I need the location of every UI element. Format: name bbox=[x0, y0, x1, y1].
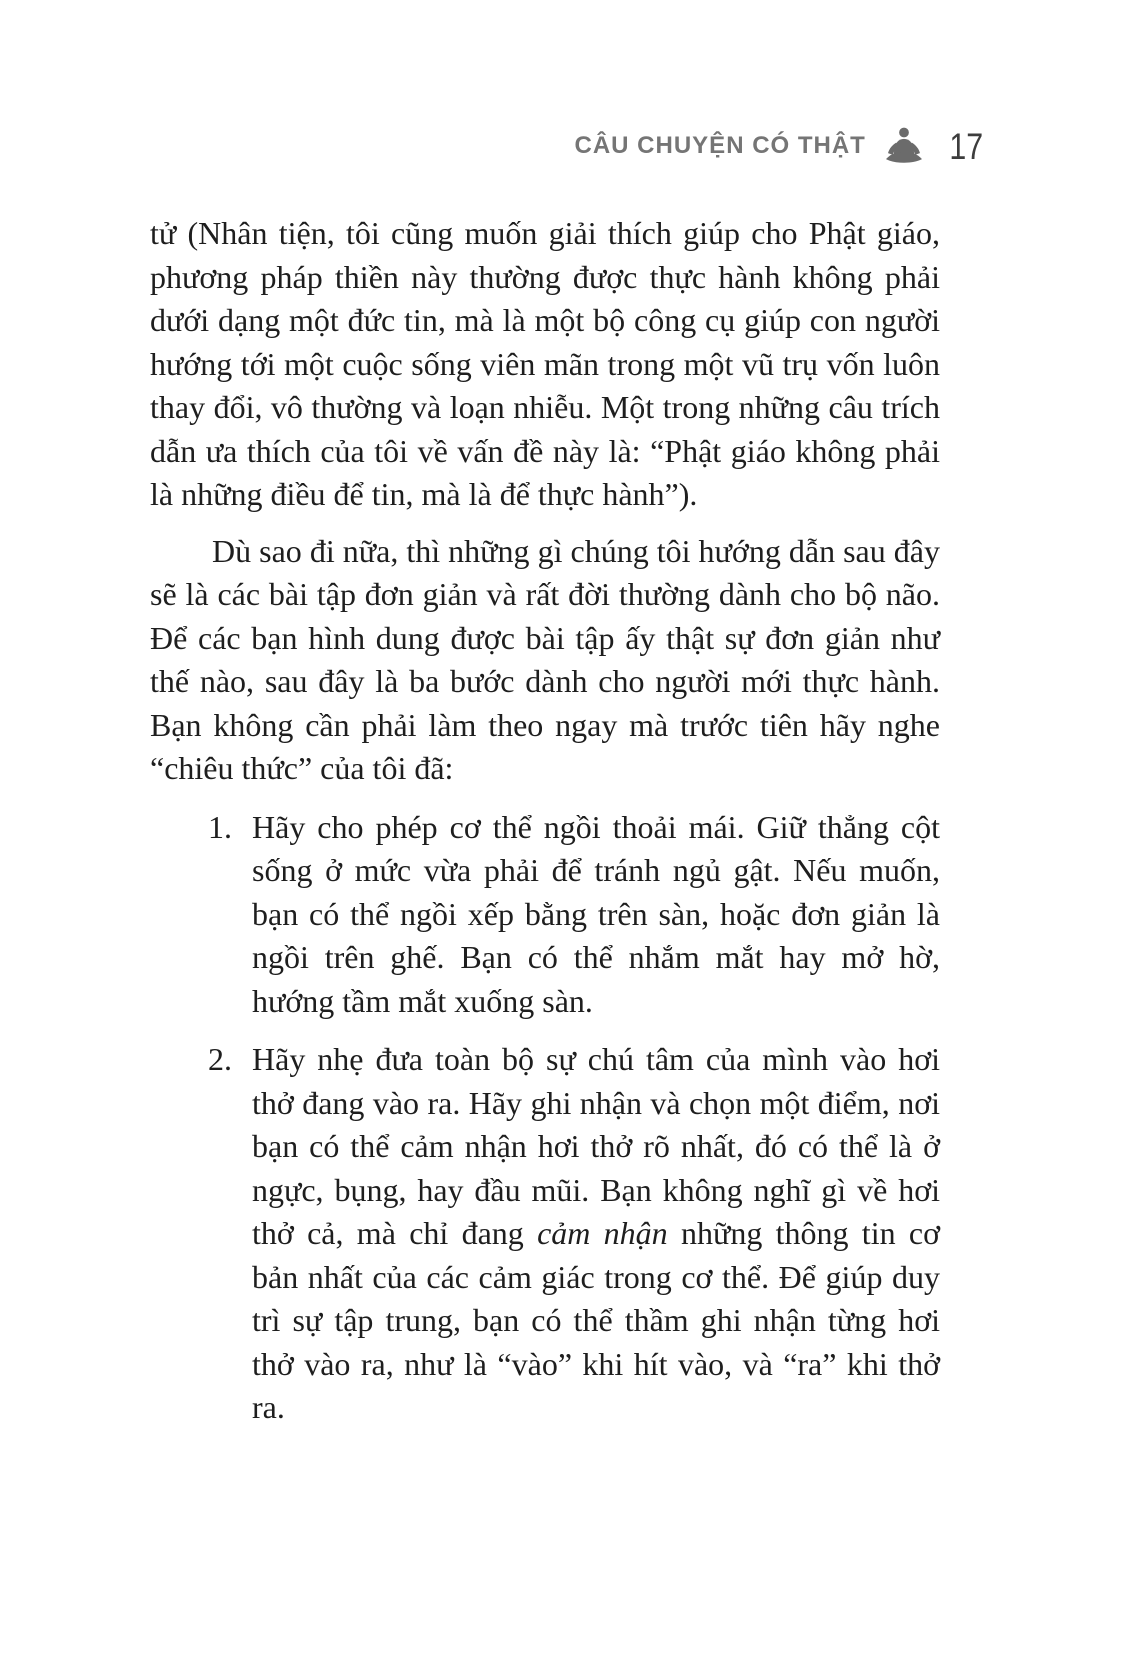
chapter-title: CÂU CHUYỆN CÓ THẬT bbox=[574, 132, 866, 159]
list-item bbox=[150, 806, 940, 1024]
page-body bbox=[150, 212, 940, 1430]
list-item bbox=[150, 1038, 940, 1430]
step-2-emphasis: cảm nhận bbox=[537, 1215, 668, 1251]
list-item-number: 2. bbox=[208, 1041, 232, 1077]
list-item-text bbox=[252, 1038, 940, 1430]
step-1-text: Hãy cho phép cơ thể ngồi thoải mái. Giữ thẳng cột sống ở mức vừa phải để tránh ngủ gật. Nếu muốn, bạn có thể ngồi xếp bằng trên sàn, hoặc đơn giản là ngồi trên ghế. Bạn có thể nhắm mắt hay mở hờ, hướng tầm mắt xuống sàn. bbox=[252, 808, 940, 1019]
list-item-number: 1. bbox=[208, 808, 232, 845]
meditation-icon bbox=[880, 126, 928, 166]
list-item-text bbox=[252, 806, 940, 1024]
step-2-text-after: những thông tin cơ bản nhất của các cảm giác trong cơ thể. Để giúp duy trì sự tập trung, bạn có thể thầm ghi nhận từng hơi thở vào ra, như là “vào” khi hít vào, và “ra” khi thở ra. bbox=[252, 1215, 941, 1425]
step-2-text-before: Hãy nhẹ đưa toàn bộ sự chú tâm của mình vào hơi thở đang vào ra. Hãy ghi nhận và chọn một điểm, nơi bạn có thể cảm nhận hơi thở rõ nhất, đó có thể là ở ngực, bụng, hay đầu mũi. Bạn không nghĩ gì về hơi thở cả, mà chỉ đang bbox=[252, 1041, 940, 1251]
paragraph-continued: tử (Nhân tiện, tôi cũng muốn giải thích giúp cho Phật giáo, phương pháp thiền này thường được thực hành không phải dưới dạng một đức tin, mà là một bộ công cụ giúp con người hướng tới một cuộc sống viên mãn trong một vũ trụ vốn luôn thay đổi, vô thường và loạn nhiễu. Một trong những câu trích dẫn ưa thích của tôi về vấn đề này là: “Phật giáo không phải là những điều để tin, mà là để thực hành”). bbox=[150, 215, 940, 512]
running-header bbox=[150, 126, 983, 166]
numbered-steps-list bbox=[150, 806, 940, 1430]
paragraph-intro-steps: Dù sao đi nữa, thì những gì chúng tôi hướng dẫn sau đây sẽ là các bài tập đơn giản và rất đời thường dành cho bộ não. Để các bạn hình dung được bài tập ấy thật sự đơn giản như thế nào, sau đây là ba bước dành cho người mới thực hành. Bạn không cần phải làm theo ngay mà trước tiên hãy nghe “chiêu thức” của tôi đã: bbox=[150, 532, 940, 786]
page-number: 17 bbox=[949, 125, 983, 167]
